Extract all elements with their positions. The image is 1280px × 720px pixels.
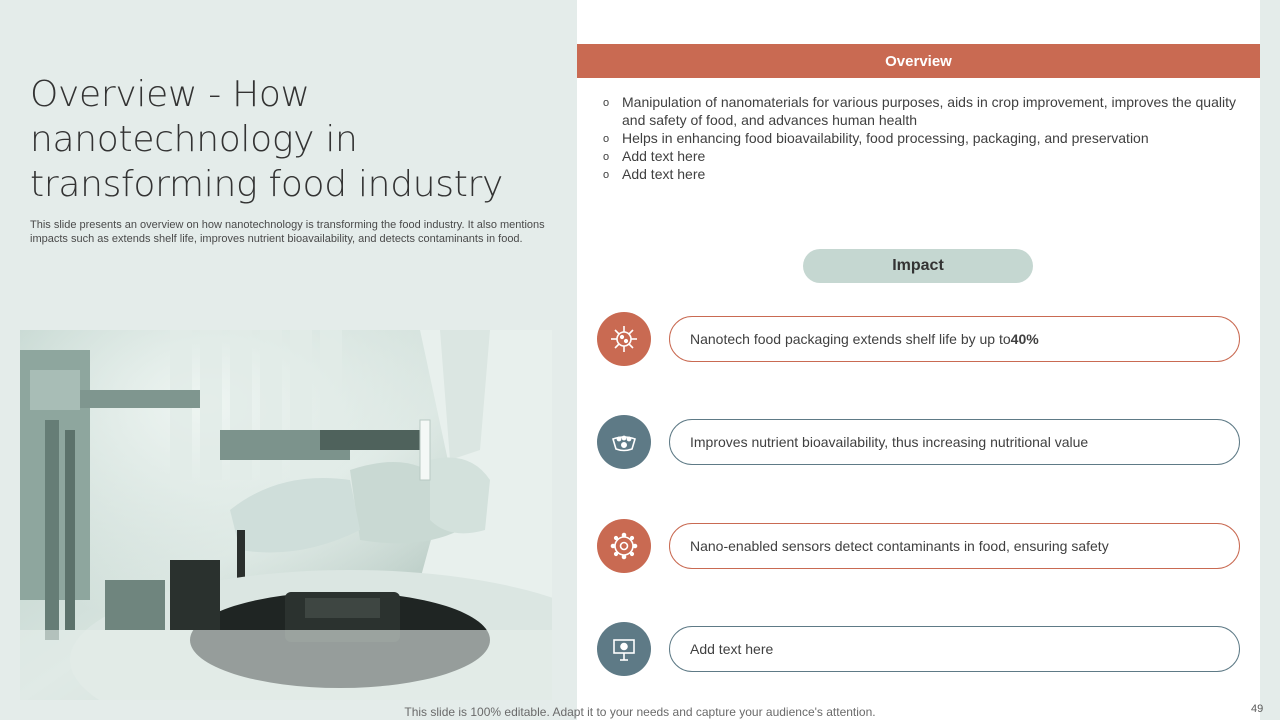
- impact-value: 40%: [1010, 331, 1039, 347]
- impact-row: [597, 311, 1241, 367]
- impact-box: [669, 316, 1240, 362]
- bullet-marker: o: [603, 151, 610, 163]
- overview-bullet: [603, 93, 1243, 129]
- page-number: 49: [1251, 703, 1264, 715]
- overview-bullet: [603, 129, 1243, 147]
- impact-row: [597, 518, 1241, 574]
- impact-text: Nanotech food packaging extends shelf life by up to: [690, 331, 1011, 347]
- bullet-marker: o: [603, 133, 610, 145]
- overview-header: Overview: [577, 44, 1260, 78]
- overview-bullet: [603, 165, 1243, 183]
- pet-food-bowl-icon: [597, 415, 651, 469]
- impact-text: Add text here: [690, 641, 774, 657]
- lab-photo: [20, 330, 552, 700]
- overview-bullet-text: Manipulation of nanomaterials for various purposes, aids in crop improvement, improves the quality and safety of food, and advances human health: [622, 94, 1236, 128]
- left-panel: [0, 0, 577, 720]
- impact-text: Nano-enabled sensors detect contaminants in food, ensuring safety: [690, 538, 1109, 554]
- overview-bullet-text: Add text here: [622, 148, 706, 164]
- footer-note: This slide is 100% editable. Adapt it to your needs and capture your audience's attention.: [404, 705, 876, 719]
- impact-label: Impact: [803, 249, 1033, 283]
- display-board-icon: [597, 622, 651, 676]
- impact-row: [597, 621, 1241, 677]
- impact-box: [669, 626, 1240, 672]
- impact-box: [669, 419, 1240, 465]
- bullet-marker: o: [603, 169, 610, 181]
- impact-box: [669, 523, 1240, 569]
- overview-bullets: [603, 93, 1243, 183]
- impact-row: [597, 414, 1241, 470]
- slide-subtitle: This slide presents an overview on how nanotechnology is transforming the food industry. It also mentions impacts such as extends shelf life, improves nutrient bioavailability, and detects contaminants in food.: [30, 219, 545, 245]
- bullet-marker: o: [603, 97, 610, 109]
- overview-bullet: [603, 147, 1243, 165]
- virus-icon: [597, 312, 651, 366]
- right-panel: [577, 0, 1260, 720]
- slide-title: Overview - How nanotechnology in transforming food industry: [30, 74, 504, 205]
- overview-bullet-text: Add text here: [622, 166, 706, 182]
- overview-bullet-text: Helps in enhancing food bioavailability, food processing, packaging, and preservation: [622, 130, 1149, 146]
- sensor-icon: [597, 519, 651, 573]
- impact-text: Improves nutrient bioavailability, thus increasing nutritional value: [690, 434, 1089, 450]
